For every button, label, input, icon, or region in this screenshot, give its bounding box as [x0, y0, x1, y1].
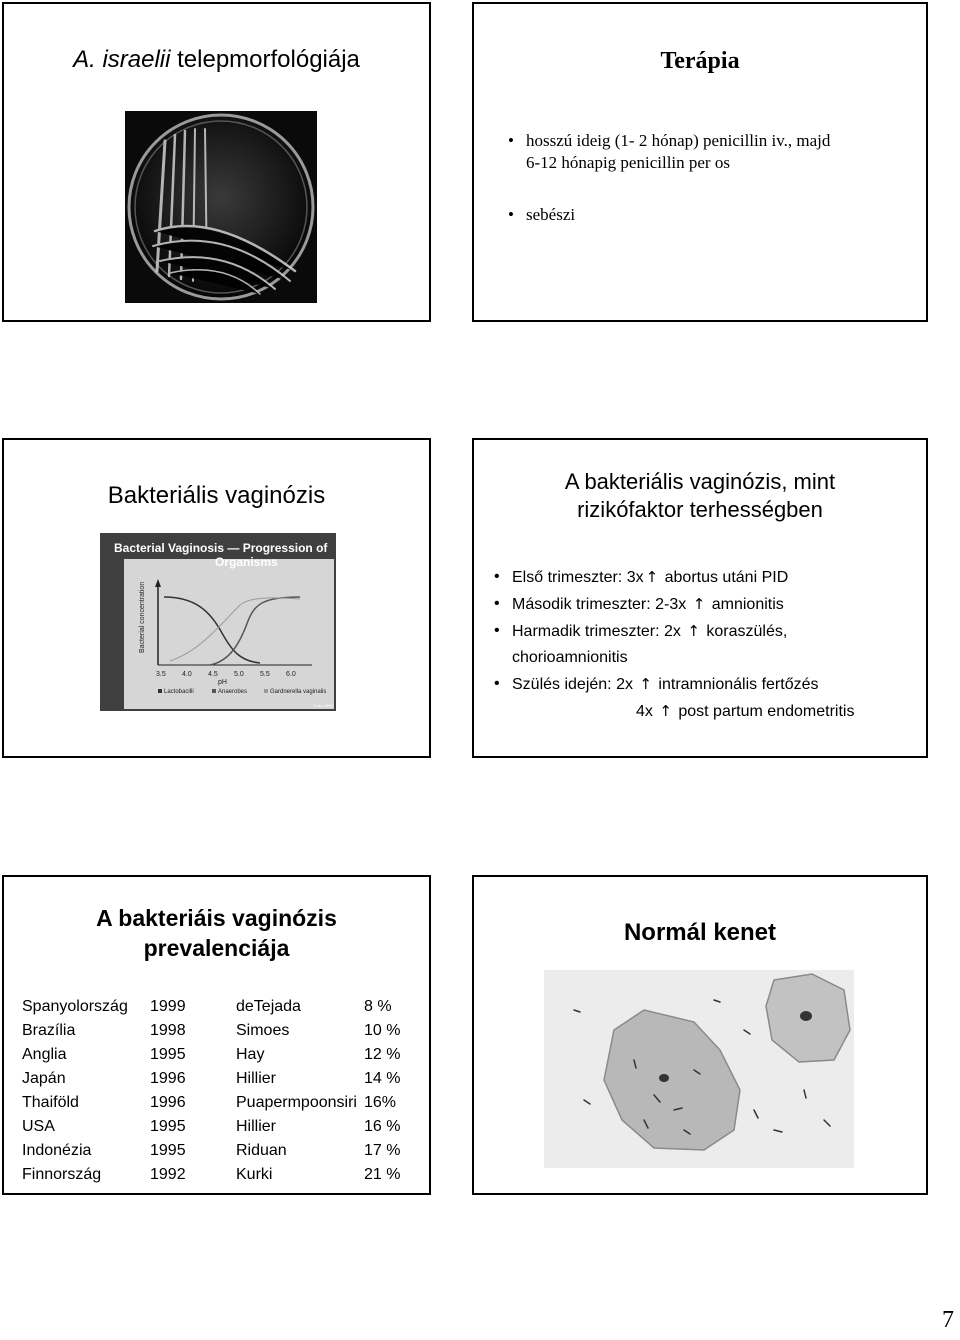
- cell-country: Indonézia: [22, 1142, 92, 1159]
- cell-nucleus: [659, 1074, 669, 1082]
- legend-swatch-gardnerella: [264, 689, 268, 693]
- table-row: [22, 1163, 404, 1187]
- table-row: [22, 1067, 404, 1091]
- prevalence-table: [22, 995, 404, 1187]
- chart-title-line2: Organisms: [215, 555, 278, 569]
- title-line: A bakteriáis vaginózis: [96, 905, 337, 931]
- slide-title: Normál kenet: [623, 919, 777, 946]
- cell-pct: 8 %: [364, 998, 392, 1015]
- table-row: [22, 1091, 404, 1115]
- chart-credit: Fuss 1995: [314, 703, 333, 708]
- legend-label: Lactobacilli: [164, 689, 194, 695]
- risk-item: • Szülés idején: 2x ↑ intramnionális fertőzés: [494, 671, 914, 698]
- cell-country: Spanyolország: [22, 998, 128, 1015]
- cell-author: Kurki: [236, 1166, 273, 1183]
- title-line: prevalenciája: [143, 935, 290, 961]
- arrow-up-icon: ↑: [659, 702, 672, 720]
- cell-pct: 21 %: [364, 1166, 401, 1183]
- cell-author: Riduan: [236, 1142, 287, 1159]
- table-row: [22, 1139, 404, 1163]
- chart-panel: [124, 559, 334, 709]
- cell-pct: 14 %: [364, 1070, 401, 1087]
- cell-year: 1995: [150, 1118, 186, 1135]
- cell-author: Hay: [236, 1046, 265, 1063]
- arrow-up-icon: ↑: [687, 622, 700, 640]
- cell-year: 1995: [150, 1142, 186, 1159]
- title-italic: A. israelii: [73, 46, 171, 73]
- progression-chart: [100, 533, 336, 711]
- cell-author: deTejada: [236, 998, 301, 1015]
- cell-pct: 16%: [364, 1094, 397, 1111]
- legend-label: Anaerobes: [218, 689, 248, 695]
- slide-normal-smear: [472, 875, 928, 1195]
- slide-prevalence: [2, 875, 431, 1195]
- title-rest: telepmorfológiája: [170, 46, 360, 73]
- risk-item: • Első trimeszter: 3x ↑ abortus utáni PID: [494, 564, 914, 591]
- risk-list: [494, 564, 914, 725]
- y-axis-label: Bacterial concentration: [139, 581, 146, 653]
- table-row: [22, 995, 404, 1019]
- cell-country: Brazília: [22, 1022, 76, 1039]
- slide-therapy: [472, 2, 928, 322]
- x-axis-label: pH: [218, 679, 227, 686]
- x-tick: 5.5: [260, 671, 270, 678]
- legend-swatch-lactobacilli: [158, 689, 162, 693]
- x-tick: 6.0: [286, 671, 296, 678]
- slide-risk-factor: [472, 438, 928, 758]
- table-row: [22, 1019, 404, 1043]
- slide-title: [4, 903, 429, 963]
- cell-country: USA: [22, 1118, 55, 1135]
- cell-country: Finnország: [22, 1166, 102, 1183]
- slide-title: [4, 46, 429, 74]
- cell-pct: 17 %: [364, 1142, 401, 1159]
- bullet-item: • sebészi: [508, 204, 838, 226]
- cell-author: Hillier: [236, 1070, 276, 1087]
- cell-pct: 10 %: [364, 1022, 401, 1039]
- risk-item: • Harmadik trimeszter: 2x ↑ koraszülés, chorioamnionitis: [494, 618, 914, 671]
- legend-label: Gardnerella vaginalis: [270, 689, 327, 695]
- slide-title: [474, 468, 926, 524]
- cell-country: Anglia: [22, 1046, 67, 1063]
- cell-year: 1998: [150, 1022, 186, 1039]
- arrow-up-icon: ↑: [692, 595, 706, 613]
- petri-dish-photo: [125, 111, 317, 303]
- bullet-list: [508, 130, 838, 226]
- arrow-up-icon: ↑: [639, 675, 652, 693]
- x-tick: 3.5: [156, 671, 166, 678]
- cell-year: 1992: [150, 1166, 186, 1183]
- cell-pct: 16 %: [364, 1118, 401, 1135]
- risk-item: • Második trimeszter: 2-3x ↑ amnionitis: [494, 591, 914, 618]
- smear-micrograph: [544, 970, 854, 1168]
- cell-year: 1999: [150, 998, 186, 1015]
- table-row: [22, 1115, 404, 1139]
- title-line: rizikófaktor terhességben: [577, 497, 823, 522]
- chart-title-line1: Bacterial Vaginosis — Progression of: [114, 541, 328, 555]
- table-row: [22, 1043, 404, 1067]
- x-tick: 4.5: [208, 671, 218, 678]
- title-line: A bakteriális vaginózis, mint: [564, 469, 836, 494]
- cell-author: Simoes: [236, 1022, 290, 1039]
- cell-year: 1996: [150, 1070, 186, 1087]
- page-number: 7: [942, 1307, 954, 1333]
- arrow-up-icon: ↑: [645, 568, 659, 586]
- cell-year: 1995: [150, 1046, 186, 1063]
- cell-country: Thaiföld: [22, 1094, 79, 1111]
- risk-item-continuation: 4x ↑ post partum endometritis: [494, 698, 914, 725]
- bullet-item: • hosszú ideig (1- 2 hónap) penicillin iv., majd 6-12 hónapig penicillin per os: [508, 130, 838, 174]
- cell-nucleus: [800, 1011, 812, 1021]
- legend-swatch-anaerobes: [212, 689, 216, 693]
- slide-title: Bakteriális vaginózis: [107, 482, 326, 509]
- slide-bacterial-vaginosis: [2, 438, 431, 758]
- cell-pct: 12 %: [364, 1046, 401, 1063]
- slide-actinomyces-morphology: [2, 2, 431, 322]
- cell-author: Puapermpoonsiri: [236, 1094, 357, 1111]
- x-tick: 4.0: [182, 671, 192, 678]
- cell-year: 1996: [150, 1094, 186, 1111]
- cell-author: Hillier: [236, 1118, 276, 1135]
- x-tick: 5.0: [234, 671, 244, 678]
- slide-title: Terápia: [660, 48, 740, 74]
- cell-country: Japán: [22, 1070, 66, 1087]
